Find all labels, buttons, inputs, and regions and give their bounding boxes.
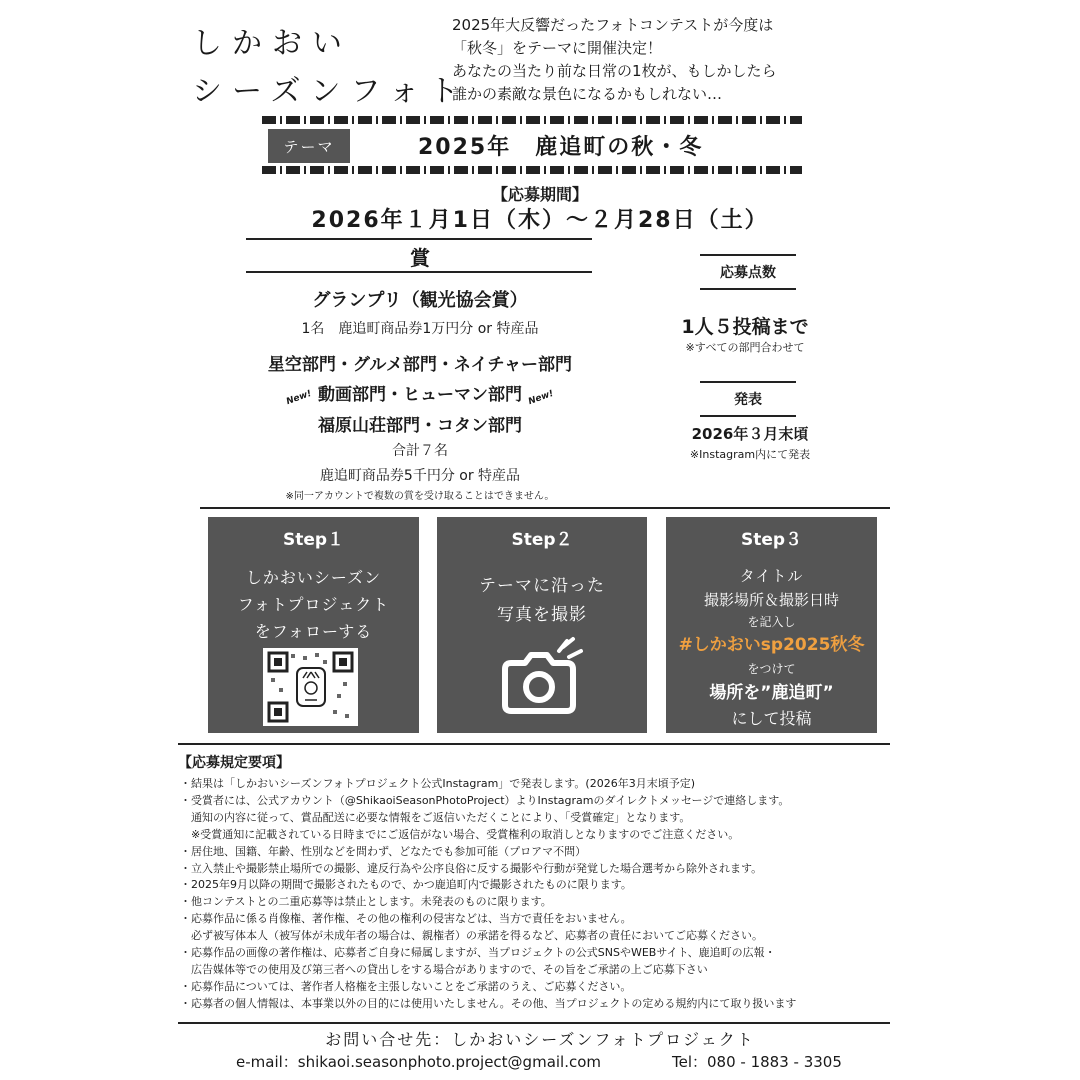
- prize-detail: 鹿追町商品券5千円分 or 特産品: [319, 468, 521, 484]
- rule-item: ・居住地、国籍、年齢、性別などを問わず、どなたでも参加可能（プロアマ不問）: [180, 844, 587, 858]
- step-3-hashtag: #しかおいsp2025秋冬: [678, 635, 865, 655]
- step-line: 写真を撮影: [497, 605, 587, 625]
- contact-tel[interactable]: Tel：080 - 1883 - 3305: [672, 1053, 842, 1071]
- step-1-title: Step１: [282, 530, 345, 550]
- step-3-line-6: 場所を”鹿追町”: [709, 683, 834, 703]
- rule-item: 広告媒体等での使用及び第三者への貸出しをする場合がありますので、その旨をご承諾の上ご応募下さい: [180, 962, 708, 976]
- rules-list: [180, 776, 796, 1013]
- period-dates: 2026年１月1日（木）～２月28日（土）: [311, 208, 769, 233]
- divider: [246, 271, 592, 273]
- rule-item: ※受賞通知に記載されている日時までにご返信がない場合、受賞権利の取消しとなりますのでご注意ください。: [180, 827, 740, 841]
- new-badge: New!: [285, 388, 314, 408]
- entries-heading: 応募点数: [700, 254, 796, 290]
- qr-code-icon: [263, 648, 358, 726]
- rules-heading: 【応募規定要項】: [178, 755, 290, 771]
- step-2-text: [437, 572, 647, 630]
- step-3-line-2: 撮影場所＆撮影日時: [703, 591, 839, 609]
- divider: [178, 743, 890, 745]
- rule-item: ・応募作品の画像の著作権は、応募者ご自身に帰属しますが、当プロジェクトの公式SNSやWEBサイト、鹿追町の広報・: [180, 946, 776, 960]
- decorative-border-bottom: [262, 166, 802, 174]
- grand-prix-title: グランプリ（観光協会賞）: [312, 290, 528, 311]
- theme-tag: テーマ: [268, 129, 350, 163]
- step-3-title: Step３: [740, 530, 803, 550]
- rule-item: ・受賞者には、公式アカウント（@ShikaoiSeasonPhotoProject）よりInstagramのダイレクトメッセージで連絡します。: [180, 793, 790, 807]
- period-heading: 【応募期間】: [491, 185, 588, 204]
- intro-text: [452, 14, 777, 106]
- rule-item: ・他コンテストとの二重応募等は禁止とします。未発表のものに限ります。: [180, 895, 552, 909]
- prize-note: ※同一アカウントで複数の賞を受け取ることはできません。: [285, 491, 555, 502]
- categories-line-1: 星空部門・グルメ部門・ネイチャー部門: [267, 355, 573, 375]
- step-line: をフォローする: [254, 622, 373, 641]
- categories-line-3: 福原山荘部門・コタン部門: [318, 416, 522, 436]
- divider: [178, 1022, 890, 1024]
- announce-value: 2026年３月末頃: [691, 425, 809, 443]
- rule-item: ・応募作品に係る肖像権、著作権、その他の権利の侵害などは、当方で責任をおいません。: [180, 912, 632, 926]
- theme-text: 2025年 鹿追町の秋・冬: [418, 135, 704, 160]
- rule-item: ・結果は「しかおいシーズンフォトプロジェクト公式Instagram」で発表します。(2026年3月末頃予定): [180, 777, 696, 790]
- announce-note: ※Instagram内にて発表: [689, 448, 811, 461]
- contact-label: お問い合せ先：しかおいシーズンフォトプロジェクト: [325, 1030, 755, 1049]
- divider: [246, 238, 592, 240]
- step-3-panel: [666, 517, 877, 733]
- rule-item: ・立入禁止や撮影禁止場所での撮影、違反行為や公序良俗に反する撮影や行動が発覚した場合選考から除外されます。: [180, 861, 763, 875]
- prize-total: 合計７名: [392, 443, 448, 459]
- step-3-line-7: にして投稿: [731, 709, 812, 728]
- prizes-heading: 賞: [410, 246, 430, 270]
- intro-line: 2025年大反響だったフォトコンテストが今度は: [452, 16, 774, 34]
- step-line: フォトプロジェクト: [237, 595, 390, 614]
- rule-item: 必ず被写体本人（被写体が未成年者の場合は、親権者）の承諾を得るなど、応募者の責任においてご応募ください。: [180, 929, 763, 943]
- intro-line: あなたの当たり前な日常の1枚が、もしかしたら: [452, 62, 777, 80]
- grand-prix-detail: 1名 鹿追町商品券1万円分 or 特産品: [301, 321, 539, 337]
- entries-value: 1人５投稿まで: [681, 316, 809, 338]
- step-2-panel: [437, 517, 647, 733]
- rule-item: ・応募者の個人情報は、本事業以外の目的には使用いたしません。その他、当プロジェクトの定める規約内にて取り扱います: [180, 996, 797, 1010]
- step-3-line-3: を記入し: [747, 615, 796, 629]
- rule-item: ・応募作品については、著作者人格権を主張しないことをご承諾のうえ、ご応募ください。: [180, 979, 632, 993]
- step-line: テーマに沿った: [479, 576, 605, 596]
- rule-item: 通知の内容に従って、賞品配送に必要な情報をご返信いただくことにより、「受賞確定」となります。: [180, 810, 691, 824]
- announce-heading: 発表: [700, 381, 796, 417]
- qr-code[interactable]: [263, 648, 358, 726]
- categories-text: 動画部門・ヒューマン部門: [318, 385, 522, 405]
- title-line-2: シーズンフォト: [192, 74, 469, 109]
- step-2-title: Step２: [511, 530, 573, 550]
- decorative-border-top: [262, 116, 802, 124]
- step-1-text: [208, 564, 419, 645]
- contact-email[interactable]: e-mail：shikaoi.seasonphoto.project@gmail.com: [236, 1053, 602, 1071]
- divider: [200, 507, 890, 509]
- step-1-panel: [208, 517, 419, 733]
- entries-note: ※すべての部門合わせて: [685, 341, 805, 354]
- camera-icon: [497, 635, 591, 725]
- intro-line: 「秋冬」をテーマに開催決定！: [452, 39, 663, 57]
- step-3-line-1: タイトル: [739, 567, 804, 585]
- new-badge: New!: [526, 388, 555, 408]
- rule-item: ・2025年9月以降の期間で撮影されたもので、かつ鹿追町内で撮影されたものに限ります。: [180, 878, 632, 892]
- title-line-1: しかおい: [192, 26, 352, 61]
- page-title: [192, 20, 469, 116]
- categories-line-2: [200, 380, 640, 408]
- step-line: しかおいシーズン: [245, 568, 382, 587]
- step-3-line-5: をつけて: [747, 662, 796, 676]
- intro-line: 誰かの素敵な景色になるかもしれない…: [452, 85, 723, 103]
